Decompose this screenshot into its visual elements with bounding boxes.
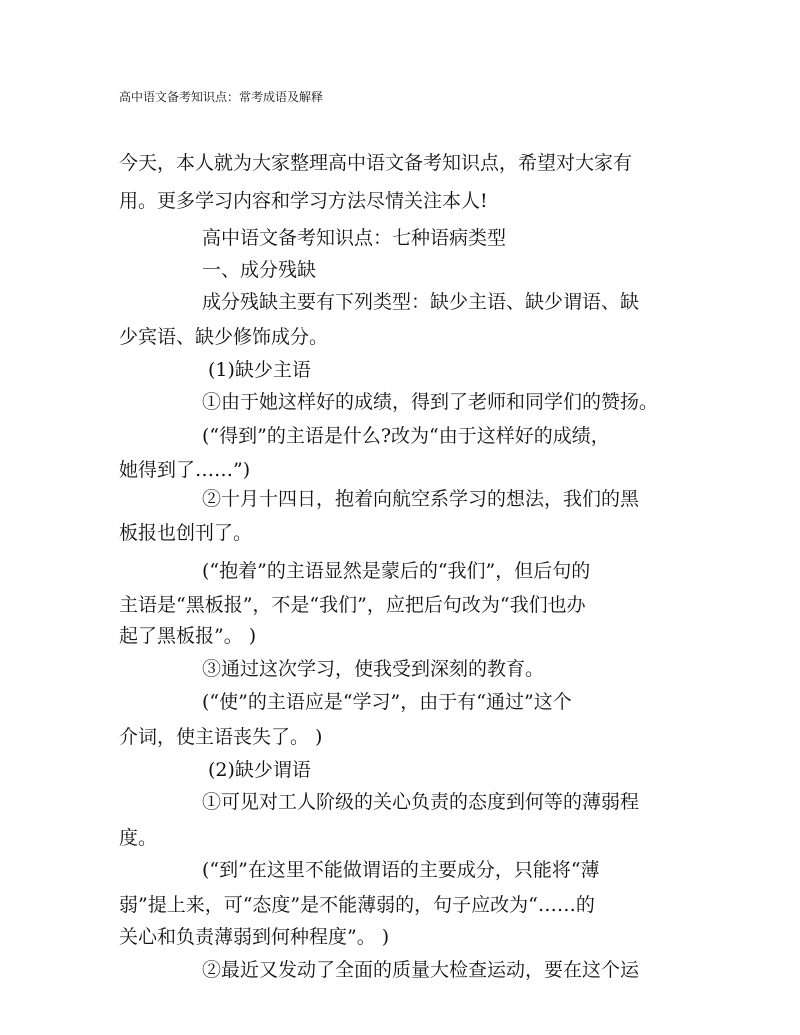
text-line: ①由于她这样好的成绩，得到了老师和同学们的赞扬。 (202, 391, 659, 413)
text-line: (“使”的主语应是“学习”，由于有“通过”这个 (202, 691, 572, 713)
text-line: ②最近又发动了全面的质量大检查运动，要在这个运 (202, 959, 640, 981)
text-line: 用。更多学习内容和学习方法尽情关注本人! (119, 190, 488, 212)
section-heading: 一、成分残缺 (202, 259, 317, 281)
text-line: (“得到”的主语是什么?改为“由于这样好的成绩， (202, 425, 610, 447)
text-line: 起了黑板报”。 ) (119, 625, 257, 647)
text-line: 板报也创刊了。 (119, 522, 253, 544)
text-line: 弱”提上来，可“态度”是不能薄弱的，句子应改为“……的 (119, 894, 595, 916)
text-line: (“抱着”的主语显然是蒙后的“我们”，但后句的 (202, 560, 591, 582)
text-line: 度。 (119, 827, 158, 849)
page-header: 高中语文备考知识点：常考成语及解释 (119, 90, 324, 104)
text-line: 关心和负责薄弱到何种程度”。 ) (119, 926, 390, 948)
text-line: (“到”在这里不能做谓语的主要成分，只能将“薄 (202, 859, 600, 881)
text-line: 主语是“黑板报”，不是“我们”，应把后句改为“我们也办 (119, 594, 586, 616)
text-line: 今天，本人就为大家整理高中语文备考知识点，希望对大家有 (119, 152, 633, 174)
text-line: 成分残缺主要有下列类型：缺少主语、缺少谓语、缺 (202, 291, 640, 313)
text-line: 介词，使主语丧失了。 ) (119, 726, 323, 748)
text-line: ③通过这次学习，使我受到深刻的教育。 (202, 658, 545, 680)
subsection-heading: (1)缺少主语 (208, 359, 311, 381)
text-line: ①可见对工人阶级的关心负责的态度到何等的薄弱程 (202, 791, 640, 813)
text-line: 少宾语、缺少修饰成分。 (119, 326, 329, 348)
subsection-heading: (2)缺少谓语 (208, 759, 311, 781)
section-title: 高中语文备考知识点：七种语病类型 (202, 227, 507, 249)
text-line: 她得到了……”) (119, 459, 251, 481)
text-line: ②十月十四日，抱着向航空系学习的想法，我们的黑 (202, 488, 640, 510)
